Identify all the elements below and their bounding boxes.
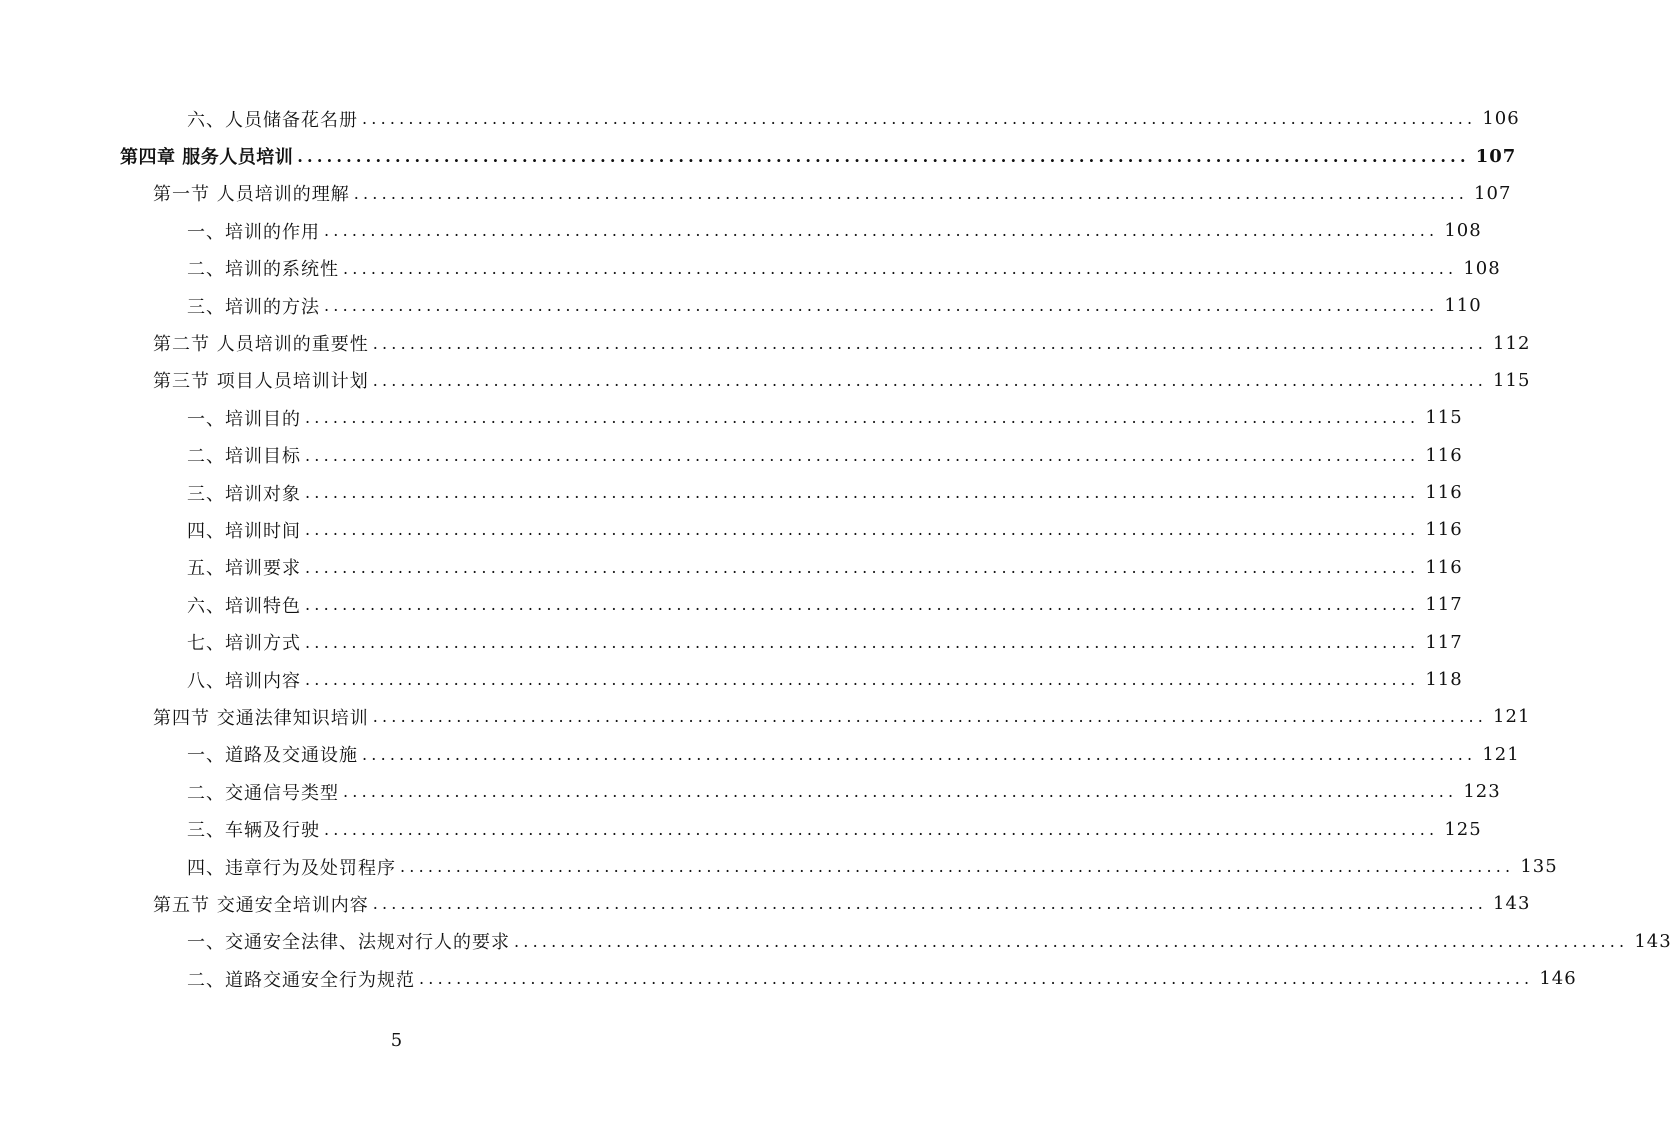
toc-leader-dots: ........................................................................................................................	[343, 258, 1458, 278]
toc-entry-title: 二、交通信号类型	[187, 782, 339, 804]
toc-entry-page: 121	[1482, 743, 1520, 765]
toc-entry-page: 116	[1425, 519, 1463, 541]
toc-entry-title: 三、培训的方法	[187, 296, 320, 318]
toc-entry-title: 四、培训时间	[187, 520, 301, 542]
toc-entry-page: 118	[1425, 669, 1463, 691]
toc-subsection-entry[interactable]	[0, 250, 1501, 287]
toc-entry-page: 115	[1493, 369, 1531, 391]
toc-section-entry[interactable]	[0, 324, 1531, 361]
toc-entry-page: 117	[1425, 594, 1463, 616]
toc-section-entry[interactable]	[0, 698, 1531, 735]
toc-entry-title: 七、培训方式	[187, 633, 301, 655]
toc-entry-title: 一、交通安全法律、法规对行人的要求	[187, 932, 510, 954]
toc-leader-dots: ........................................................................................................................	[400, 857, 1515, 876]
toc-entry-title: 六、培训特色	[187, 595, 301, 617]
toc-subsection-entry[interactable]	[0, 100, 1520, 137]
toc-leader-dots: ........................................................................................................................	[353, 183, 1469, 203]
toc-entry-page: 135	[1520, 856, 1558, 877]
toc-entry-page: 125	[1444, 818, 1482, 840]
page-number: 5	[390, 1030, 403, 1051]
toc-entry-title: 二、道路交通安全行为规范	[187, 969, 415, 991]
toc-entry-page: 116	[1425, 444, 1463, 466]
toc-entry-title: 第三节 项目人员培训计划	[153, 371, 369, 393]
toc-leader-dots: ........................................................................................................................	[324, 819, 1439, 839]
toc-leader-dots: ........................................................................................................................	[419, 969, 1534, 989]
toc-entry-title: 第五节 交通安全培训内容	[153, 894, 369, 916]
toc-entry-title: 三、车辆及行驶	[187, 820, 320, 842]
toc-entry-page: 116	[1425, 556, 1463, 578]
toc-leader-dots: ........................................................................................................................	[372, 894, 1488, 914]
toc-subsection-entry[interactable]	[0, 437, 1463, 474]
toc-subsection-entry[interactable]	[0, 773, 1501, 810]
toc-subsection-entry[interactable]	[0, 623, 1463, 660]
toc-leader-dots: ........................................................................................................................	[324, 296, 1439, 316]
toc-leader-dots: ........................................................................................................................	[297, 146, 1470, 166]
toc-subsection-entry[interactable]	[0, 923, 1672, 960]
toc-entry-page: 117	[1425, 631, 1463, 653]
toc-entry-title: 二、培训目标	[187, 446, 301, 468]
toc-section-entry[interactable]	[0, 362, 1531, 399]
toc-entry-page: 110	[1444, 295, 1482, 317]
toc-leader-dots: ........................................................................................................................	[362, 744, 1477, 764]
toc-entry-title: 六、人员储备花名册	[187, 109, 358, 131]
toc-leader-dots: ........................................................................................................................	[305, 408, 1420, 428]
toc-leader-dots: ........................................................................................................................	[372, 707, 1488, 727]
toc-subsection-entry[interactable]	[0, 736, 1520, 773]
toc-entry-page: 115	[1425, 407, 1463, 429]
toc-subsection-entry[interactable]	[0, 474, 1463, 511]
toc-leader-dots: ........................................................................................................................	[324, 221, 1439, 241]
toc-entry-page: 146	[1539, 968, 1577, 990]
toc-leader-dots: ........................................................................................................................	[372, 333, 1488, 353]
toc-entry-title: 一、道路及交通设施	[187, 745, 358, 767]
toc-subsection-entry[interactable]	[0, 399, 1463, 436]
toc-chapter-entry[interactable]	[0, 137, 1517, 174]
toc-entry-title: 八、培训内容	[187, 670, 301, 692]
toc-entry-title: 一、培训的作用	[187, 221, 320, 243]
toc-leader-dots: ........................................................................................................................	[305, 632, 1420, 652]
toc-section-entry[interactable]	[0, 885, 1531, 922]
toc-subsection-entry[interactable]	[0, 511, 1463, 548]
toc-subsection-entry[interactable]	[0, 661, 1463, 698]
toc-section-entry[interactable]	[0, 175, 1512, 212]
toc-entry-title: 第四节 交通法律知识培训	[153, 707, 369, 729]
toc-entry-title: 一、培训目的	[187, 408, 301, 430]
toc-leader-dots: ........................................................................................................................	[305, 445, 1420, 465]
toc-subsection-entry[interactable]	[0, 960, 1577, 997]
toc-leader-dots: ........................................................................................................................	[305, 595, 1420, 615]
toc-leader-dots: ........................................................................................................................	[514, 931, 1629, 951]
toc-entry-title: 二、培训的系统性	[187, 259, 339, 281]
toc-entry-page: 143	[1634, 930, 1672, 952]
toc-leader-dots: ........................................................................................................................	[305, 557, 1420, 577]
toc-leader-dots: ........................................................................................................................	[305, 520, 1420, 540]
toc-entry-page: 143	[1493, 893, 1531, 915]
toc-entry-page: 106	[1482, 108, 1520, 130]
toc-leader-dots: ........................................................................................................................	[305, 483, 1420, 503]
toc-entry-page: 112	[1493, 332, 1531, 354]
toc-entry-page: 108	[1444, 220, 1482, 242]
toc-entry-title: 第四章 服务人员培训	[120, 147, 294, 169]
toc-entry-title: 第一节 人员培训的理解	[153, 184, 350, 206]
toc-entry-title: 四、违章行为及处罚程序	[187, 857, 396, 879]
toc-entry-title: 五、培训要求	[187, 558, 301, 580]
toc-subsection-entry[interactable]	[0, 848, 1558, 885]
toc-entry-page: 116	[1425, 482, 1463, 504]
table-of-contents	[0, 100, 1672, 997]
toc-entry-page: 123	[1463, 781, 1501, 803]
toc-entry-title: 三、培训对象	[187, 483, 301, 505]
toc-leader-dots: ........................................................................................................................	[372, 370, 1488, 390]
toc-subsection-entry[interactable]	[0, 586, 1463, 623]
toc-subsection-entry[interactable]	[0, 810, 1482, 847]
toc-leader-dots: ........................................................................................................................	[362, 109, 1477, 129]
toc-entry-page: 107	[1474, 182, 1512, 204]
toc-subsection-entry[interactable]	[0, 549, 1463, 586]
toc-leader-dots: ........................................................................................................................	[305, 670, 1420, 690]
toc-entry-page: 108	[1463, 257, 1501, 279]
toc-entry-title: 第二节 人员培训的重要性	[153, 334, 369, 356]
toc-subsection-entry[interactable]	[0, 212, 1482, 249]
toc-entry-page: 121	[1493, 706, 1531, 728]
toc-entry-page: 107	[1475, 145, 1517, 167]
toc-subsection-entry[interactable]	[0, 287, 1482, 324]
toc-leader-dots: ........................................................................................................................	[343, 782, 1458, 802]
